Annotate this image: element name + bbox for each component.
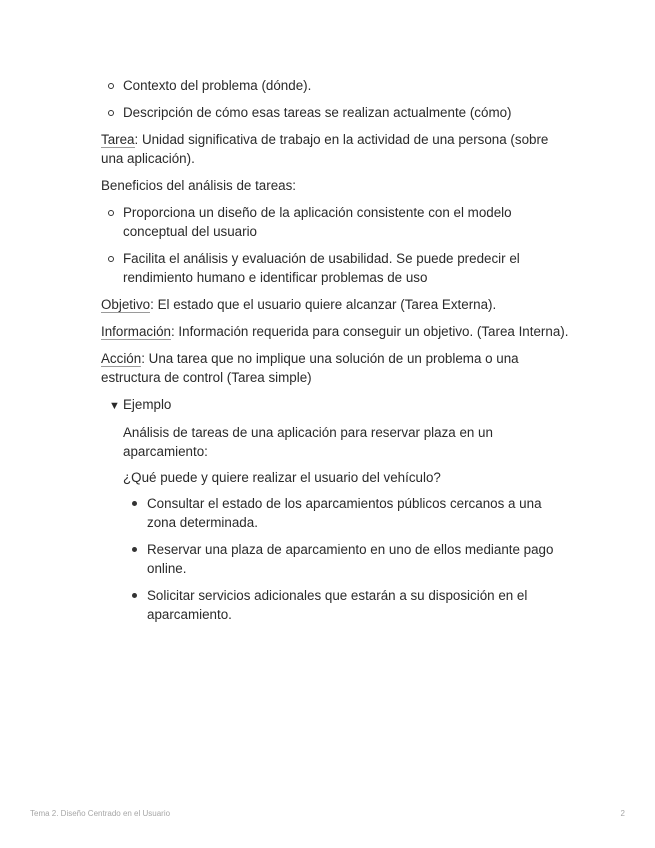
ejemplo-toggle[interactable]	[101, 395, 571, 416]
context-list	[101, 76, 571, 122]
accion-term: Acción	[101, 351, 142, 366]
ejemplo-list	[123, 494, 571, 624]
list-item: Proporciona un diseño de la aplicación consistente con el modelo conceptual del usuario	[101, 203, 571, 241]
informacion-definition	[101, 322, 571, 341]
ejemplo-label: Ejemplo	[123, 397, 172, 412]
accion-text: : Una tarea que no implique una solución de un problema o una estructura de control (Tarea simple)	[101, 351, 519, 385]
page-number: 2	[620, 809, 625, 818]
tarea-definition	[101, 130, 571, 168]
ejemplo-question: ¿Qué puede y quiere realizar el usuario del vehículo?	[123, 470, 441, 485]
beneficios-heading: Beneficios del análisis de tareas:	[101, 178, 297, 193]
accion-definition	[101, 349, 571, 387]
ejemplo-body	[101, 423, 571, 624]
ejemplo-intro: Análisis de tareas de una aplicación para reservar plaza en un aparcamiento:	[123, 425, 493, 459]
list-item: Descripción de cómo esas tareas se realizan actualmente (cómo)	[101, 103, 571, 122]
page-content	[101, 76, 571, 632]
list-item: Contexto del problema (dónde).	[101, 76, 571, 95]
objetivo-definition	[101, 295, 571, 314]
list-item: Consultar el estado de los aparcamientos públicos cercanos a una zona determinada.	[123, 494, 571, 532]
footer-title: Tema 2. Diseño Centrado en el Usuario	[30, 809, 171, 818]
list-item: Reservar una plaza de aparcamiento en uno de ellos mediante pago online.	[123, 540, 571, 578]
toggle-triangle-icon[interactable]: ▼	[109, 400, 120, 412]
beneficios-list	[101, 203, 571, 287]
tarea-text: : Unidad significativa de trabajo en la actividad de una persona (sobre una aplicación).	[101, 132, 549, 166]
list-item: Solicitar servicios adicionales que estarán a su disposición en el aparcamiento.	[123, 586, 571, 624]
informacion-text: : Información requerida para conseguir un objetivo. (Tarea Interna).	[170, 324, 569, 339]
objetivo-text: : El estado que el usuario quiere alcanzar (Tarea Externa).	[150, 297, 497, 312]
informacion-term: Información	[101, 324, 171, 339]
list-item: Facilita el análisis y evaluación de usabilidad. Se puede predecir el rendimiento humano e identificar problemas de uso	[101, 249, 571, 287]
tarea-term: Tarea	[101, 132, 135, 147]
objetivo-term: Objetivo	[101, 297, 151, 312]
